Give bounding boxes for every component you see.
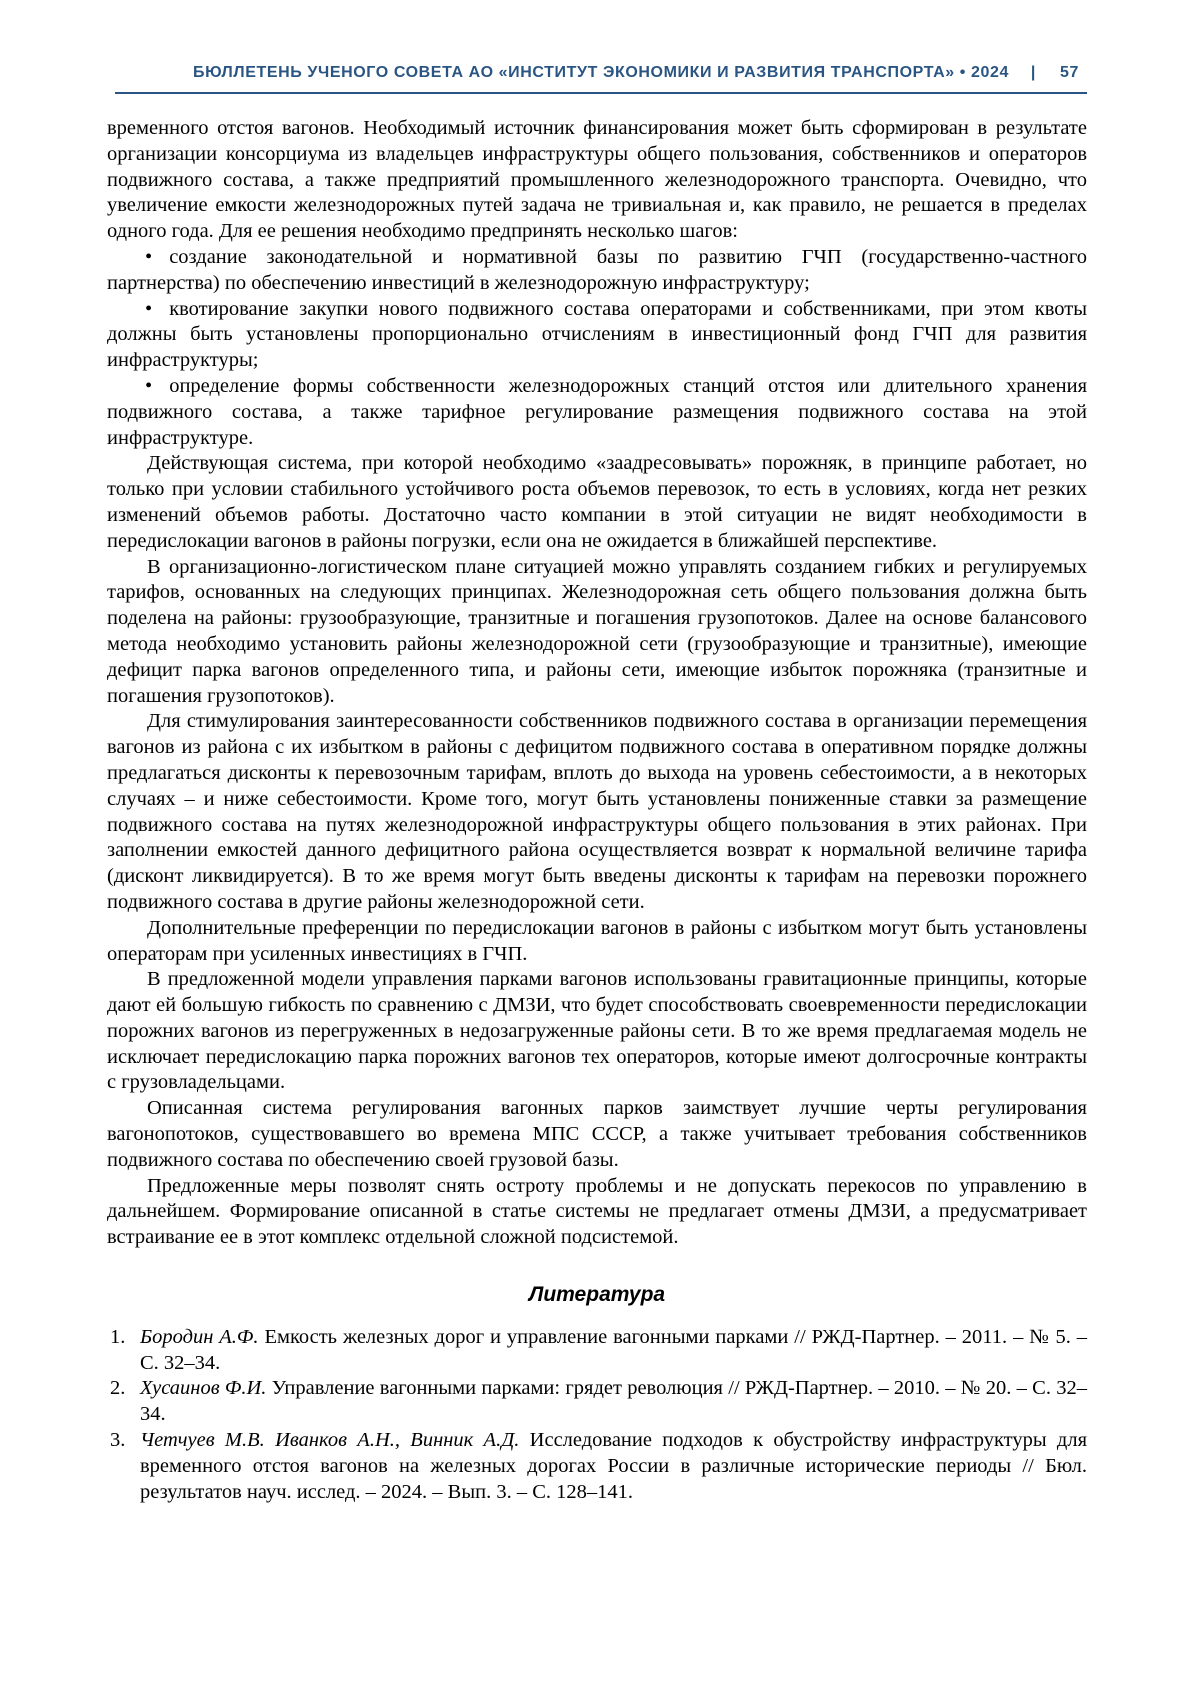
paragraph-bullet bbox=[107, 297, 1087, 374]
reference-text bbox=[140, 1376, 1087, 1428]
running-header bbox=[115, 58, 1087, 92]
reference-item bbox=[107, 1376, 1087, 1428]
paragraph-bullet bbox=[107, 245, 1087, 297]
journal-title: БЮЛЛЕТЕНЬ УЧЕНОГО СОВЕТА АО «ИНСТИТУТ ЭКОНОМИКИ И РАЗВИТИЯ ТРАНСПОРТА» • 2024 bbox=[192, 64, 1010, 81]
paragraph-bullet bbox=[107, 374, 1087, 451]
reference-number: 1. bbox=[110, 1325, 126, 1348]
reference-list bbox=[107, 1325, 1087, 1506]
reference-text bbox=[140, 1428, 1087, 1505]
reference-text bbox=[140, 1325, 1087, 1377]
paragraph: В предложенной модели управления парками вагонов использованы гравитационные принципы, которые дают ей большую гибкость по сравнению с ДМЗИ, что будет способствовать своевременности передислокации порожних вагонов из перегруженных в недозагруженные районы сети. В то же время предлагаемая модель не исключает передислокацию парка порожних вагонов тех операторов, которые имеют долгосрочные контракты с грузовладельцами. bbox=[107, 968, 1087, 1094]
header-page-group bbox=[1017, 64, 1079, 82]
reference-number: 2. bbox=[110, 1377, 126, 1400]
reference-number: 3. bbox=[110, 1429, 126, 1452]
reference-item bbox=[107, 1325, 1087, 1377]
bullet-text: создание законодательной и нормативной базы по развитию ГЧП (государственно-частного партнерства) по обеспечению инвестиций в железнодорожную инфраструктуру; bbox=[107, 245, 1087, 294]
literature-heading: Литература bbox=[528, 1283, 666, 1307]
header-separator: | bbox=[1030, 64, 1036, 81]
bullet-text: квотирование закупки нового подвижного состава операторами и собственниками, при этом квоты должны быть установлены пропорционально отчислениям в инвестиционный фонд ГЧП для развития инфраструктуры; bbox=[107, 297, 1087, 372]
paragraph: Для стимулирования заинтересованности собственников подвижного состава в организации перемещения вагонов из района с их избытком в районы с дефицитом подвижного состава в оперативном порядке должны предлагаться дисконты к перевозочным тарифам, вплоть до выхода на уровень себестоимости, а в некоторых случаях – и ниже себестоимости. Кроме того, могут быть установлены пониженные ставки за размещение подвижного состава на путях железнодорожной инфраструктуры общего пользования в этих районах. При заполнении емкостей данного дефицитного района осуществляется возврат к нормальной величине тарифа (дисконт ликвидируется). В то же время могут быть введены дисконты к тарифам на перевозки порожнего подвижного состава в другие районы железнодорожной сети. bbox=[107, 710, 1087, 913]
paragraph: Описанная система регулирования вагонных парков заимствует лучшие черты регулирования вагонопотоков, существовавшего во времена МПС СССР, а также учитывает требования собственников подвижного состава по обеспечению своей грузовой базы. bbox=[107, 1097, 1087, 1171]
reference-authors: Хусаинов Ф.И. bbox=[140, 1377, 267, 1400]
reference-item bbox=[107, 1428, 1087, 1505]
reference-authors: Четчуев М.В. Иванков А.Н., Винник А.Д. bbox=[140, 1429, 520, 1452]
reference-body: Исследование подходов к обустройству инфраструктуры для временного отстоя вагонов на железных дорогах России в различные исторические периоды // Бюл. результатов науч. исслед. – 2024. – Вып. 3. – С. 128–141. bbox=[140, 1429, 1088, 1503]
bullet-icon: • bbox=[145, 374, 153, 397]
paragraph: Дополнительные преференции по передислокации вагонов в районы с избытком могут быть установлены операторам при усиленных инвестициях в ГЧП. bbox=[107, 916, 1087, 965]
bullet-text: определение формы собственности железнодорожных станций отстоя или длительного хранения подвижного состава, а также тарифное регулирование размещения подвижного состава на этой инфраструктуре. bbox=[107, 374, 1087, 449]
header-rule bbox=[115, 92, 1087, 94]
reference-body: Емкость железных дорог и управление вагонными парками // РЖД-Партнер. – 2011. – № 5. – С. 32–34. bbox=[140, 1325, 1088, 1374]
bullet-icon: • bbox=[145, 297, 153, 320]
bullet-icon: • bbox=[145, 245, 153, 268]
article-text bbox=[107, 116, 1087, 1505]
paragraph: Предложенные меры позволят снять остроту проблемы и не допускать перекосов по управлению в дальнейшем. Формирование описанной в статье системы не предлагает отмены ДМЗИ, а предусматривает встраивание ее в этот комплекс отдельной сложной подсистемой. bbox=[107, 1174, 1087, 1249]
paragraph: Действующая система, при которой необходимо «заадресовывать» порожняк, в принципе работает, но только при условии стабильного устойчивого роста объемов перевозок, то есть в условиях, когда нет резких изменений объемов работы. Достаточно часто компании в этой ситуации не видят необходимости в передислокации вагонов в районы погрузки, если она не ожидается в ближайшей перспективе. bbox=[107, 452, 1087, 552]
paragraph: В организационно-логистическом плане ситуацией можно управлять созданием гибких и регулируемых тарифов, основанных на следующих принципах. Железнодорожная сеть общего пользования должна быть поделена на районы: грузообразующие, транзитные и погашения грузопотоков. Далее на основе балансового метода необходимо установить районы железнодорожной сети (грузообразующие и транзитные), имеющие дефицит парка вагонов определенного типа, и районы сети, имеющие избыток порожняка (транзитные и погашения грузопотоков). bbox=[107, 555, 1087, 707]
page-number: 57 bbox=[1060, 64, 1079, 81]
reference-body: Управление вагонными парками: грядет революция // РЖД-Партнер. – 2010. – № 20. – С. 32–34. bbox=[140, 1377, 1088, 1426]
reference-authors: Бородин А.Ф. bbox=[140, 1325, 259, 1348]
paragraph: временного отстоя вагонов. Необходимый источник финансирования может быть сформирован в результате организации консорциума из владельцев инфраструктуры общего пользования, собственников и операторов подвижного состава, а также предприятий промышленного железнодорожного транспорта. Очевидно, что увеличение емкости железнодорожных путей задача не тривиальная и, как правило, не решается в пределах одного года. Для ее решения необходимо предпринять несколько шагов: bbox=[107, 117, 1087, 243]
